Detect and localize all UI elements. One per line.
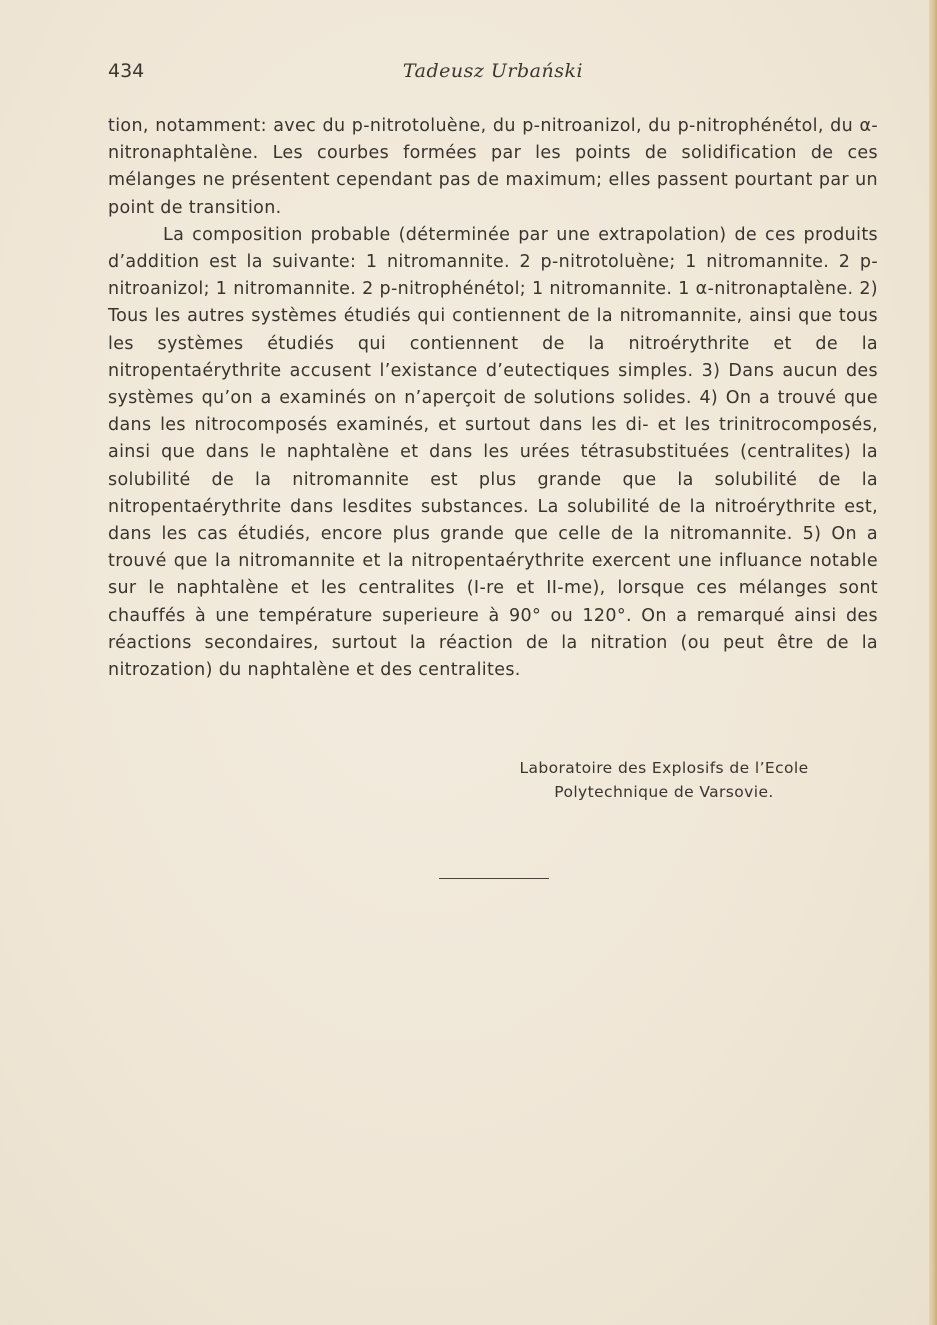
running-head-author: Tadeusz Urbański	[402, 60, 584, 82]
affiliation-line-2: Polytechnique de Varsovie.	[554, 783, 774, 801]
paragraph-continuation: tion, notamment: avec du p-nitrotoluène, du p-nitroanizol, du p-nitrophénétol, du α-nitronaphtalène. Les courbes formées par les points de solidification de ces mélanges ne présentent cependant pas de maximum; elles passent pourtant par un point de transition.	[108, 116, 878, 218]
body-text	[108, 113, 878, 684]
page-edge	[929, 0, 937, 1325]
affiliation	[470, 756, 858, 804]
page-header	[108, 60, 878, 88]
end-rule	[439, 878, 549, 879]
affiliation-line-1: Laboratoire des Explosifs de l’Ecole	[519, 759, 809, 777]
page-number: 434	[108, 60, 145, 82]
paragraph-conclusions: La composition probable (déterminée par une extrapolation) de ces produits d’addition est la suivante: 1 nitromannite. 2 p-nitrotoluène; 1 nitromannite. 2 p-nitroanizol; 1 nitromannite. 2 p-nitrophénétol; 1 nitromannite. 1 α-nitronaptalène. 2) Tous les autres systèmes étudiés qui contiennent de la nitromannite, ainsi que tous les systèmes étudiés qui contiennent de la nitroérythrite et de la nitropentaérythrite accusent l’existance d’eutectiques simples. 3) Dans aucun des systèmes qu’on a examinés on n’aperçoit de solutions solides. 4) On a trouvé que dans les nitrocomposés examinés, et surtout dans les di- et les trinitrocomposés, ainsi que dans le naphtalène et dans les urées tétrasubstituées (centralites) la solubilité de la nitromannite est plus grande que la solubilité de la nitropentaérythrite dans lesdites substances. La solubilité de la nitroérythrite est, dans les cas étudiés, encore plus grande que celle de la nitromannite. 5) On a trouvé que la nitromannite et la nitropentaérythrite exercent une influance notable sur le naphtalène et les centralites (I-re et II-me), lorsque ces mélanges sont chauffés à une température superieure à 90° ou 120°. On a remarqué ainsi des réactions secondaires, surtout la réaction de la nitration (ou peut être de la nitrozation) du naphtalène et des centralites.	[108, 224, 878, 681]
